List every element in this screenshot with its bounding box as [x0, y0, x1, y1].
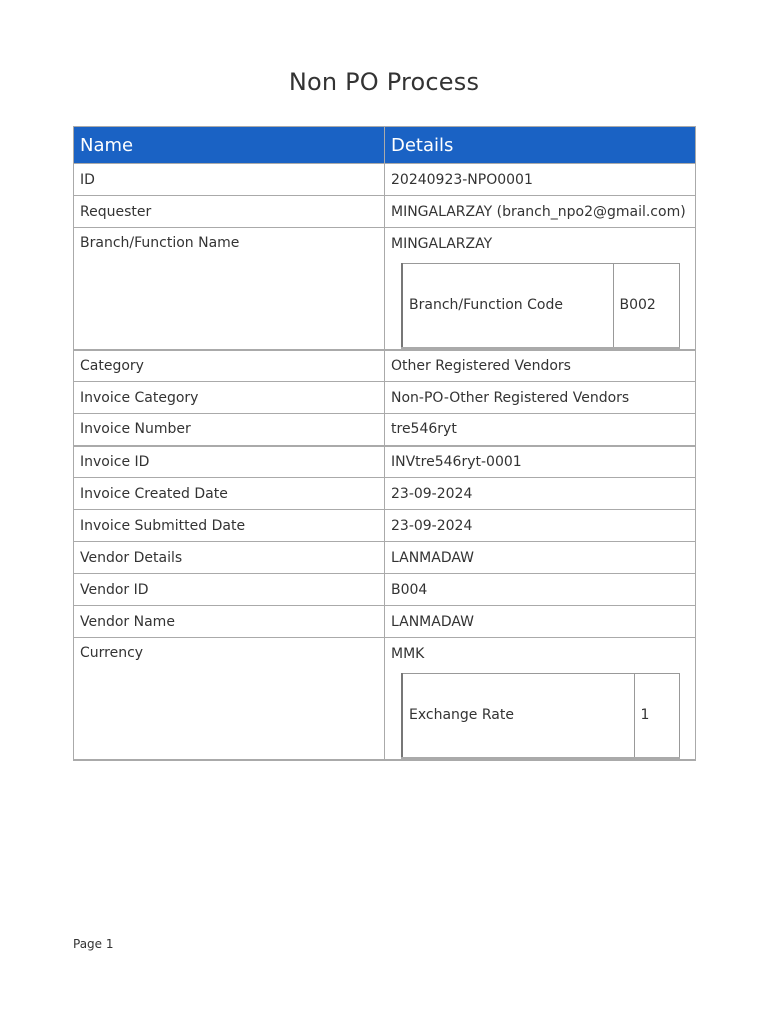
row-label: Invoice Number — [74, 414, 385, 446]
table-row — [74, 446, 696, 478]
row-value: MINGALARZAY — [391, 236, 493, 252]
sub-value: 1 — [634, 674, 679, 758]
row-value: INVtre546ryt-0001 — [385, 446, 696, 478]
row-value: MMK — [391, 646, 425, 662]
row-value: 20240923-NPO0001 — [385, 164, 696, 196]
table-row — [74, 638, 696, 760]
row-value-cell — [385, 638, 696, 760]
table-row — [74, 196, 696, 228]
row-label: Branch/Function Name — [74, 228, 385, 350]
details-table — [73, 126, 696, 761]
row-label: ID — [74, 164, 385, 196]
exchange-rate-subtable — [401, 673, 680, 759]
row-value: 23-09-2024 — [385, 478, 696, 510]
table-row — [74, 414, 696, 446]
row-label: Invoice ID — [74, 446, 385, 478]
row-label: Invoice Submitted Date — [74, 510, 385, 542]
row-label: Currency — [74, 638, 385, 760]
row-label: Vendor Name — [74, 606, 385, 638]
sub-value: B002 — [613, 264, 679, 348]
table-row — [74, 542, 696, 574]
row-value: Non-PO-Other Registered Vendors — [385, 382, 696, 414]
row-label: Vendor Details — [74, 542, 385, 574]
table-row — [74, 478, 696, 510]
table-row — [74, 574, 696, 606]
row-value: tre546ryt — [385, 414, 696, 446]
table-row — [74, 164, 696, 196]
header-details: Details — [385, 127, 696, 164]
row-value: 23-09-2024 — [385, 510, 696, 542]
row-label: Requester — [74, 196, 385, 228]
page-number: Page 1 — [73, 937, 114, 951]
row-value: Other Registered Vendors — [385, 350, 696, 382]
sub-label: Branch/Function Code — [402, 264, 613, 348]
table-row — [74, 382, 696, 414]
row-value: B004 — [385, 574, 696, 606]
row-value-cell — [385, 228, 696, 350]
row-label: Invoice Created Date — [74, 478, 385, 510]
table-row — [74, 606, 696, 638]
row-label: Invoice Category — [74, 382, 385, 414]
table-row — [74, 228, 696, 350]
table-row — [74, 350, 696, 382]
row-label: Vendor ID — [74, 574, 385, 606]
row-label: Category — [74, 350, 385, 382]
row-value: MINGALARZAY (branch_npo2@gmail.com) — [385, 196, 696, 228]
page-title: Non PO Process — [288, 68, 480, 96]
row-value: LANMADAW — [385, 542, 696, 574]
header-name: Name — [74, 127, 385, 164]
row-value: LANMADAW — [385, 606, 696, 638]
table-row — [74, 510, 696, 542]
branch-code-subtable — [401, 263, 680, 349]
sub-label: Exchange Rate — [402, 674, 634, 758]
table-header-row — [74, 127, 696, 164]
